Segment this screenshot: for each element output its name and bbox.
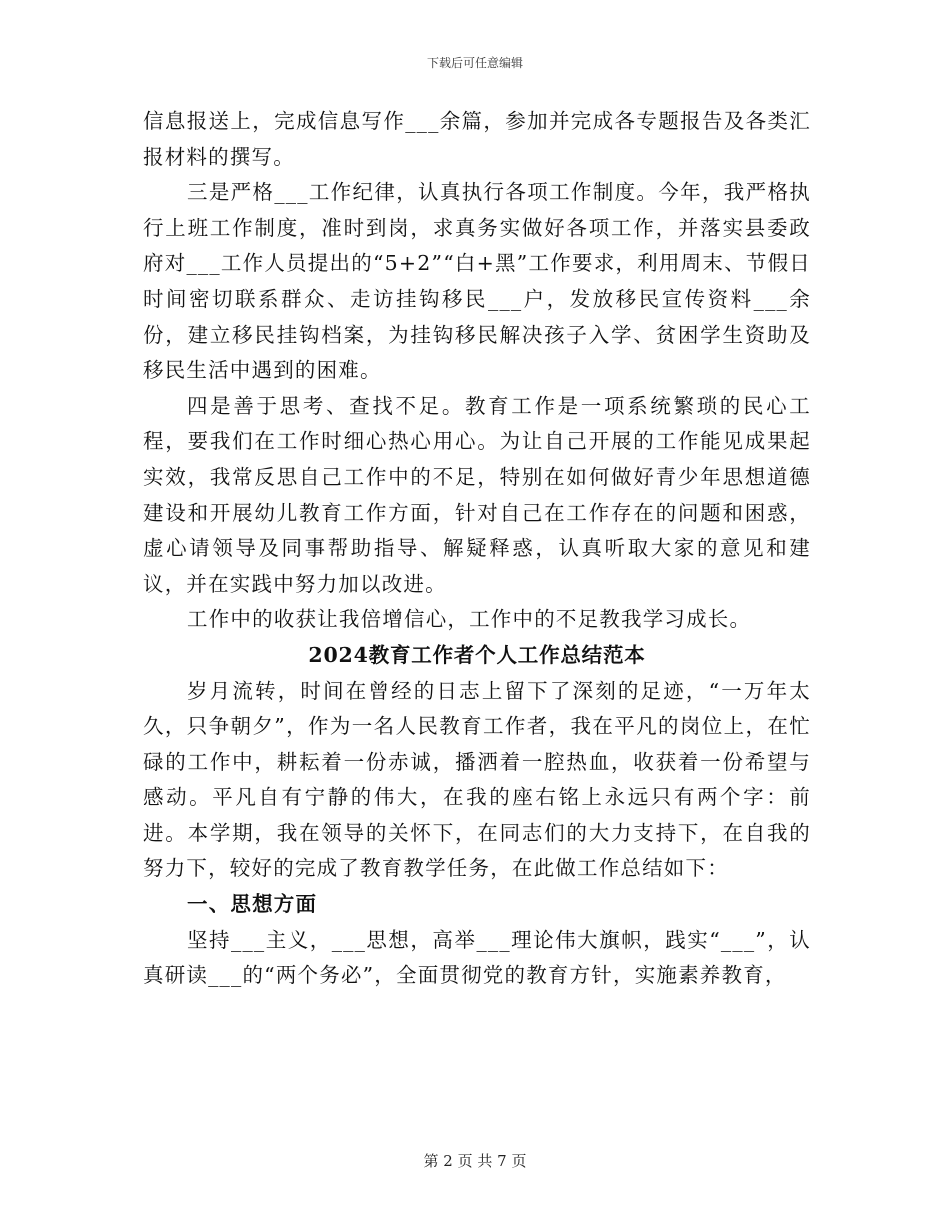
section-heading-ideology: 一、思想方面 <box>187 892 318 917</box>
document-title: 2024教育工作者个人工作总结范本 <box>308 642 646 667</box>
paragraph-reflection: 四是善于思考、查找不足。教育工作是一项系统繁琐的民心工程，要我们在工作时细心热心用心。为让自己开展的工作能见成果起实效，我常反思自己工作中的不足，特别在如何做好青少年思想道德建设和开展幼儿教育工作方面，针对自己在工作存在的问题和困惑，虚心请领导及同事帮助指导、解疑释惑，认真听取大家的意见和建议，并在实践中努力加以改进。 <box>143 393 811 596</box>
paragraph-ideology: 坚持___主义，___思想，高举___理论伟大旗帜，践实“___”，认真研读___的“两个务必”，全面贯彻党的教育方针，实施素养教育， <box>143 927 811 988</box>
paragraph-info-report: 信息报送上，完成信息写作___余篇，参加并完成各专题报告及各类汇报材料的撰写。 <box>143 109 811 169</box>
page-header: 下载后可任意编辑 <box>426 56 523 70</box>
paragraph-work-discipline: 三是严格___工作纪律，认真执行各项工作制度。今年，我严格执行上班工作制度，准时到岗，求真务实做好各项工作，并落实县委政府对___工作人员提出的“5+2”“白+黑”工作要求，利用周末、节假日时间密切联系群众、走访挂钩移民___户，发放移民宣传资料___余份，建立移民挂钩档案，为挂钩移民解决孩子入学、贫困学生资助及移民生活中遇到的困难。 <box>143 180 811 383</box>
paragraph-closing: 工作中的收获让我倍增信心，工作中的不足教我学习成长。 <box>187 607 752 632</box>
document-body <box>143 104 811 994</box>
paragraph-intro: 岁月流转，时间在曾经的日志上留下了深刻的足迹，“一万年太久，只争朝夕”，作为一名人民教育工作者，我在平凡的岗位上，在忙碌的工作中，耕耘着一份赤诚，播洒着一腔热血，收获着一份希望与感动。平凡自有宁静的伟大，在我的座右铭上永远只有两个字：前进。本学期，我在领导的关怀下，在同志们的大力支持下，在自我的努力下，较好的完成了教育教学任务，在此做工作总结如下： <box>143 678 811 881</box>
page-footer: 第 2 页 共 7 页 <box>423 1152 527 1170</box>
